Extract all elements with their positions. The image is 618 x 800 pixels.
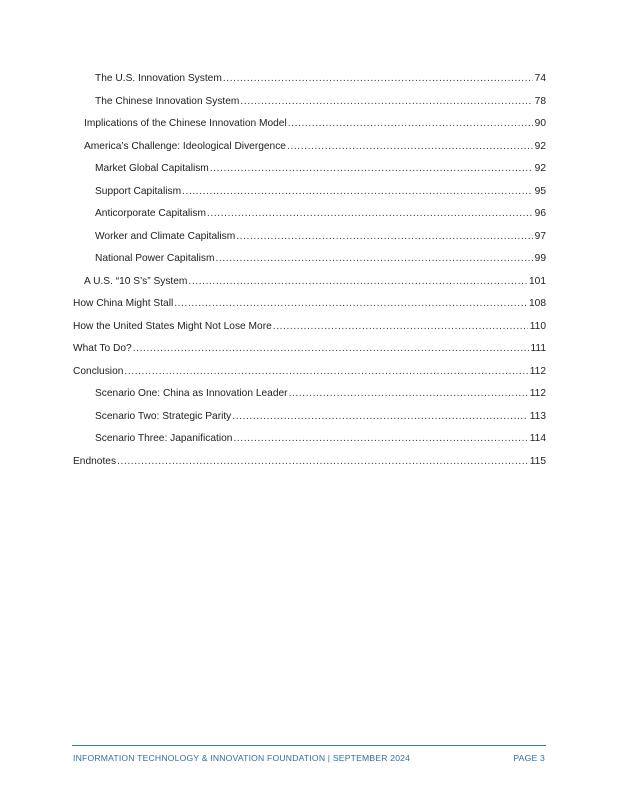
toc-entry-title: How the United States Might Not Lose More <box>73 320 272 332</box>
toc-entry-title: The Chinese Innovation System <box>95 95 240 107</box>
toc-dot-leader <box>124 365 527 379</box>
toc-entry-title: What To Do? <box>73 343 132 354</box>
toc-entry[interactable] <box>73 365 546 379</box>
toc-entry-page: 97 <box>534 230 546 242</box>
footer-divider <box>72 745 546 746</box>
toc-entry-title: Implications of the Chinese Innovation Model <box>84 118 287 129</box>
toc-entry-title: America’s Challenge: Ideological Divergence <box>84 140 286 152</box>
toc-entry[interactable] <box>84 275 546 289</box>
toc-entry[interactable] <box>95 95 546 109</box>
toc-dot-leader <box>232 410 527 424</box>
toc-entry-title: The U.S. Innovation System <box>95 73 222 84</box>
toc-dot-leader <box>215 252 532 266</box>
toc-dot-leader <box>207 207 533 221</box>
toc-entry-page: 78 <box>534 95 546 107</box>
toc-entry-page: 92 <box>534 163 546 174</box>
toc-entry-page: 90 <box>534 118 546 129</box>
toc-entry-title: National Power Capitalism <box>95 253 215 264</box>
toc-entry-page: 113 <box>529 410 546 422</box>
toc-entry-page: 114 <box>529 433 546 444</box>
toc-dot-leader <box>240 95 532 109</box>
toc-entry[interactable] <box>95 432 546 446</box>
toc-entry[interactable] <box>95 72 546 86</box>
toc-entry-page: 95 <box>534 185 546 197</box>
toc-entry-title: Anticorporate Capitalism <box>95 208 206 219</box>
toc-dot-leader <box>133 342 529 356</box>
toc-entry[interactable] <box>84 117 546 131</box>
toc-entry-title: Scenario Three: Japanification <box>95 433 233 444</box>
toc-entry-title: A U.S. “10 S’s” System <box>84 275 188 287</box>
toc-entry-title: Support Capitalism <box>95 185 182 197</box>
toc-dot-leader <box>273 320 528 334</box>
toc-entry-title: Conclusion <box>73 365 124 377</box>
toc-dot-leader <box>287 140 533 154</box>
toc-entry[interactable] <box>95 185 546 199</box>
toc-entry[interactable] <box>95 230 546 244</box>
toc-entry[interactable] <box>84 140 546 154</box>
toc-entry-title: How China Might Stall <box>73 298 174 309</box>
toc-entry-title: Scenario One: China as Innovation Leader <box>95 388 288 399</box>
toc-dot-leader <box>188 275 527 289</box>
toc-entry-page: 108 <box>529 298 546 309</box>
toc-dot-leader <box>174 297 527 311</box>
toc-dot-leader <box>117 455 528 469</box>
toc-entry[interactable] <box>95 387 546 401</box>
toc-dot-leader <box>289 387 528 401</box>
toc-entry-title: Market Global Capitalism <box>95 163 209 174</box>
toc-dot-leader <box>210 162 533 176</box>
toc-entry-page: 101 <box>529 275 546 287</box>
toc-entry[interactable] <box>73 342 546 356</box>
toc-entry[interactable] <box>73 297 546 311</box>
toc-entry[interactable] <box>73 455 546 469</box>
toc-entry-page: 112 <box>529 388 546 399</box>
toc-entry[interactable] <box>95 162 546 176</box>
footer-page-number: PAGE 3 <box>513 753 545 763</box>
toc-entry-title: Worker and Climate Capitalism <box>95 230 236 242</box>
toc-entry-page: 74 <box>534 73 546 84</box>
toc-dot-leader <box>288 117 533 131</box>
toc-entry-title: Endnotes <box>73 455 117 467</box>
toc-entry[interactable] <box>73 320 546 334</box>
toc-entry-page: 115 <box>529 455 546 467</box>
toc-entry[interactable] <box>95 252 546 266</box>
toc-dot-leader <box>236 230 532 244</box>
toc-dot-leader <box>223 72 533 86</box>
toc-entry[interactable] <box>95 410 546 424</box>
toc-entry[interactable] <box>95 207 546 221</box>
toc-entry-page: 99 <box>534 253 546 264</box>
toc-entry-page: 112 <box>529 365 546 377</box>
toc-entry-page: 92 <box>534 140 546 152</box>
footer-organization: INFORMATION TECHNOLOGY & INNOVATION FOUNDATION | SEPTEMBER 2024 <box>73 753 411 763</box>
toc-dot-leader <box>233 432 527 446</box>
toc-entry-title: Scenario Two: Strategic Parity <box>95 410 232 422</box>
toc-entry-page: 96 <box>534 208 546 219</box>
toc-dot-leader <box>182 185 533 199</box>
toc-entry-page: 110 <box>529 320 546 332</box>
toc-entry-page: 111 <box>530 343 546 354</box>
